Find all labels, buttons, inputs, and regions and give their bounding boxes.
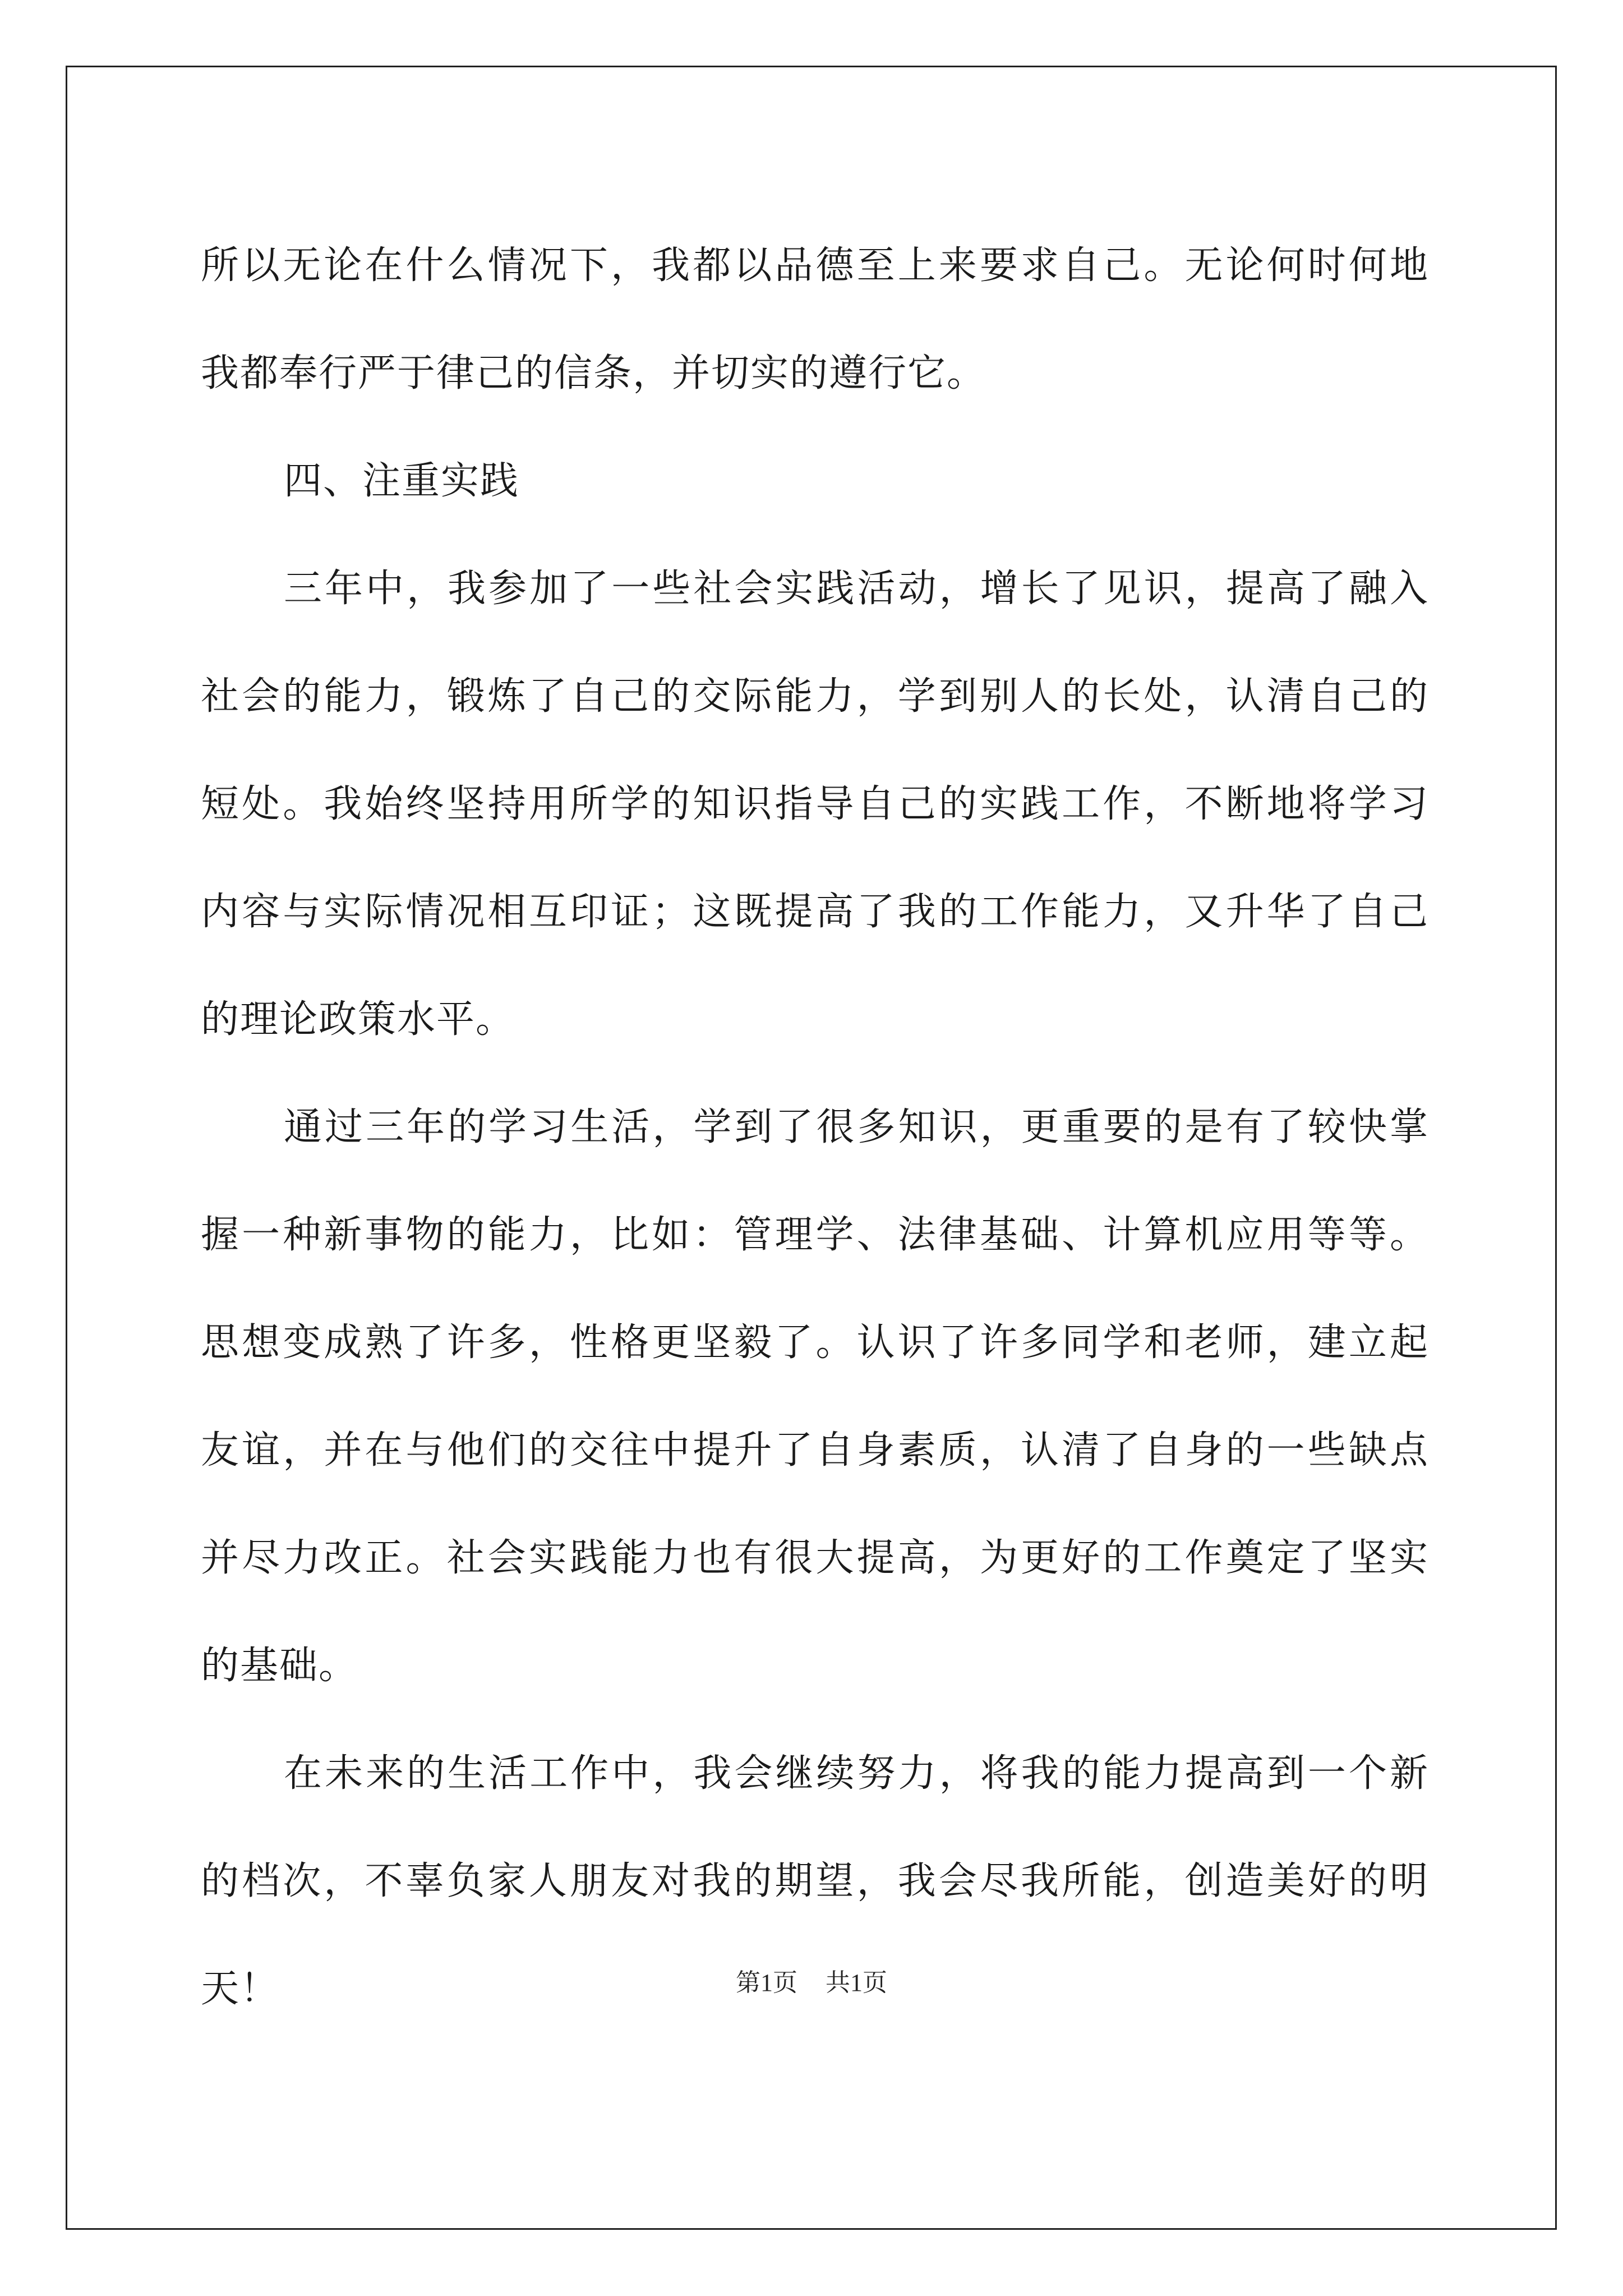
paragraph-first-line: 三年中，我参加了一些社会实践活动，增长了见识，提高了融入: [284, 567, 1429, 611]
text-line: 的基础。: [201, 1644, 358, 1688]
paragraph-first-line: 通过三年的学习生活，学到了很多知识，更重要的是有了较快掌: [284, 1105, 1429, 1149]
document-body: [201, 212, 1429, 2043]
text-line: 的档次，不辜负家人朋友对我的期望，我会尽我所能，创造美好的明: [201, 1859, 1429, 1903]
paragraph-first-line: 在未来的生活工作中，我会继续努力，将我的能力提高到一个新: [284, 1751, 1429, 1796]
text-line: 我都奉行严于律己的信条，并切实的遵行它。: [201, 351, 986, 395]
text-line: 所以无论在什么情况下，我都以品德至上来要求自己。无论何时何地: [201, 243, 1429, 288]
text-line: 内容与实际情况相互印证；这既提高了我的工作能力，又升华了自己: [201, 890, 1429, 934]
text-line: 思想变成熟了许多，性格更坚毅了。认识了许多同学和老师，建立起: [201, 1320, 1429, 1365]
page-number: 第1页: [736, 1969, 797, 1996]
text-line: 并尽力改正。社会实践能力也有很大提高，为更好的工作奠定了坚实: [201, 1536, 1429, 1580]
text-line: 握一种新事物的能力，比如：管理学、法律基础、计算机应用等等。: [201, 1213, 1429, 1257]
page-footer: [0, 1962, 1623, 1998]
text-line: 短处。我始终坚持用所学的知识指导自己的实践工作，不断地将学习: [201, 782, 1429, 826]
page-total: 共1页: [826, 1969, 887, 1996]
text-line: 社会的能力，锻炼了自己的交际能力，学到别人的长处，认清自己的: [201, 674, 1429, 719]
text-line: 的理论政策水平。: [201, 997, 515, 1042]
section-heading: 四、注重实践: [284, 459, 520, 503]
text-line: 友谊，并在与他们的交往中提升了自身素质，认清了自身的一些缺点: [201, 1428, 1429, 1473]
text-line: 天！: [201, 1967, 280, 2011]
